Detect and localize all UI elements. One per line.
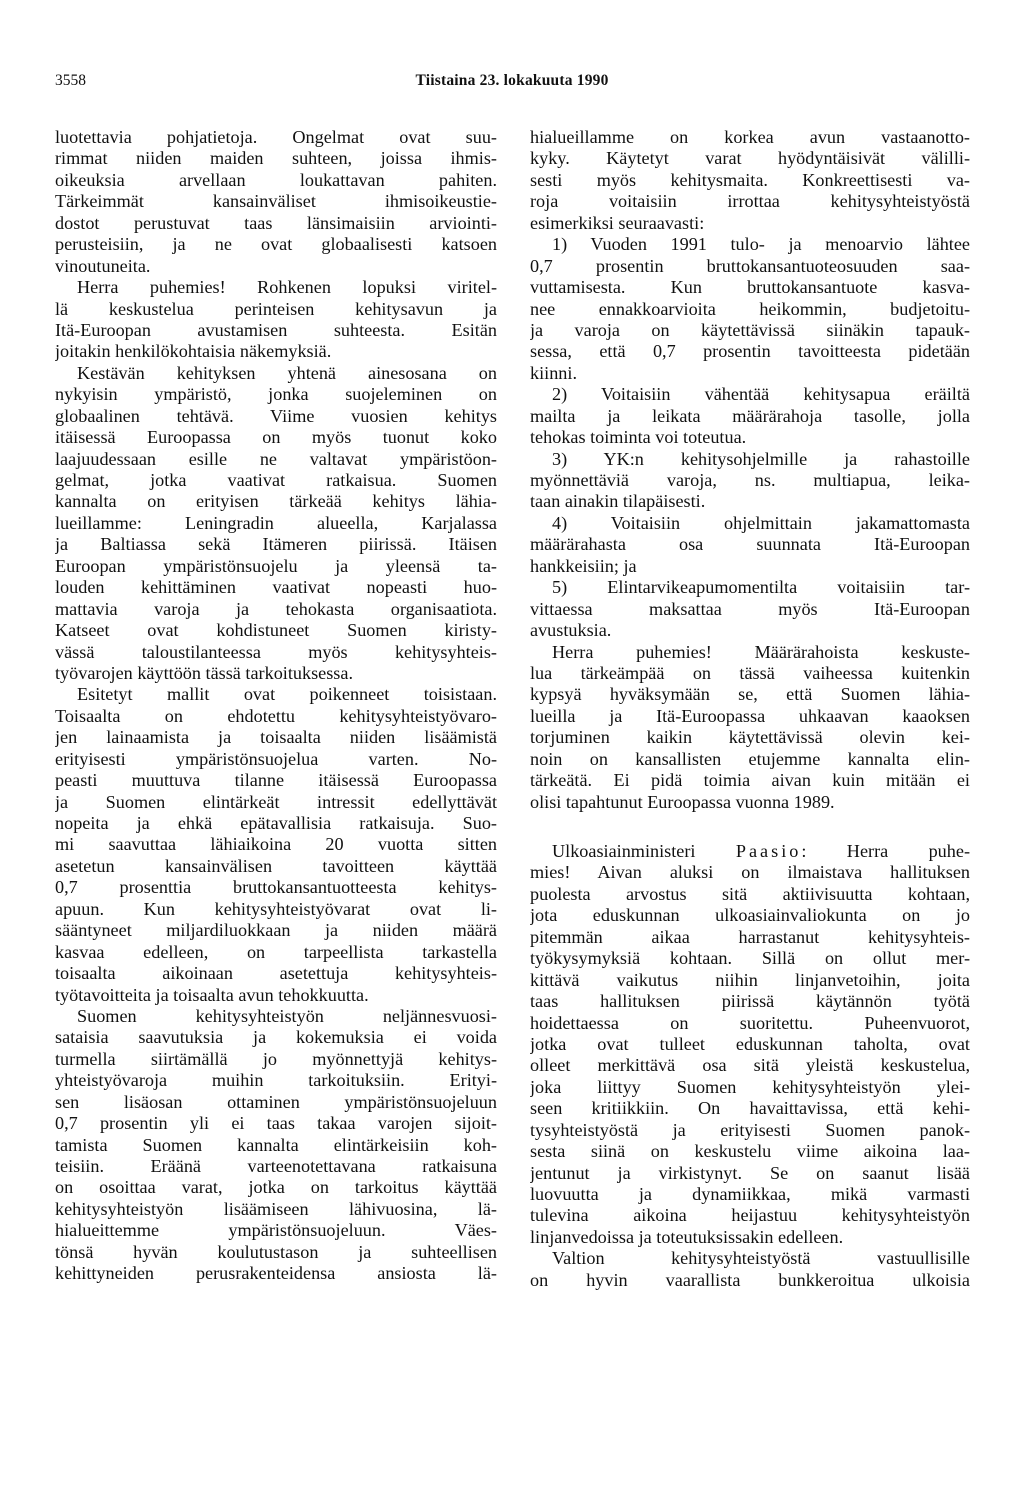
text-line: linjanvedoissa ja toteutuksissakin edelleen. <box>530 1226 844 1247</box>
text-line: luovuutta ja dynamiikkaa, mikä varmasti <box>530 1184 970 1204</box>
text-line: laajuudessaan esille ne valtavat ympäristöon- <box>55 448 497 469</box>
text-line: mi saavuttaa lähiaikoina 20 vuotta sitten <box>55 834 497 855</box>
text-line: 5) Elintarvikeapumomentilta voitaisiin tar- <box>552 577 970 598</box>
text-line: sesta siinä on keskustelu viime aikoina laa- <box>530 1141 970 1162</box>
page-header <box>55 72 969 96</box>
text-line: tehokas toiminta voi toteutua. <box>530 427 747 448</box>
text-line: oikeuksia arvellaan loukattavan pahiten. <box>55 169 497 190</box>
text-line: kannalta on erityisen tärkeää kehitys lähia- <box>55 491 497 512</box>
text-line: mattavia varoja ja tehokasta organisaatiota. <box>55 598 497 619</box>
text-line: 0,7 prosenttia bruttokansantuotteesta kehitys- <box>55 877 497 898</box>
text-line: Valtion kehitysyhteistyöstä vastuullisille <box>552 1248 970 1269</box>
text-line: joka liittyy Suomen kehitysyhteistyön ylei- <box>530 1076 970 1097</box>
text-line: tönsä hyvän koulutustason ja suhteellisen <box>55 1241 497 1262</box>
speaker-line <box>530 841 970 862</box>
text-line: 2) Voitaisiin vähentää kehitysapua eräiltä <box>552 384 970 405</box>
text-line: rimmat niiden maiden suhteen, joissa ihmis- <box>55 148 497 169</box>
text-line: erityisesti ympäristönsuojelua varten. No- <box>55 748 497 769</box>
text-line: nopeita ja ehkä epätavallisia ratkaisuja. Suo- <box>55 813 497 833</box>
text-line: tamista Suomen kannalta elintärkeisiin koh- <box>55 1134 497 1155</box>
text-line: ja Suomen elintärkeät intressit edellyttävät <box>55 791 497 812</box>
text-line: pitemmän aikaa harrastanut kehitysyhteis- <box>530 926 970 947</box>
text-line: turmella siirtämällä jo myönnettyjä kehitys- <box>55 1048 497 1069</box>
text-line: lua tärkeämpää on tässä vaiheessa kuitenkin <box>530 662 970 683</box>
text-line: jentunut ja virkistynyt. Se on saanut lisää <box>530 1162 970 1183</box>
text-line: joitakin henkilökohtaisia näkemyksiä. <box>55 341 332 362</box>
text-line: sen lisäosan ottaminen ympäristönsuojeluun <box>55 1091 497 1112</box>
text-line: sääntyneet miljardiluokkaan ja niiden määrä <box>55 920 497 941</box>
text-line: Herra puhemies! Rohkenen lopuksi viritel- <box>77 277 497 298</box>
text-line: luotettavia pohjatietoja. Ongelmat ovat suu- <box>55 127 497 147</box>
text-line: dostot perustuvat taas länsimaisiin arviointi- <box>55 212 497 233</box>
text-line: Toisaalta on ehdotettu kehitysyhteistyövaro- <box>55 705 497 726</box>
text-line: kehittyneiden perusrakenteidensa ansiosta lä- <box>55 1263 497 1284</box>
text-line: ja varoja on käytettävissä siinäkin tapauk- <box>530 319 970 340</box>
text-line: 3) YK:n kehitysohjelmille ja rahastoille <box>552 448 970 469</box>
text-line: vässä taloustilanteessa myös kehitysyhteis- <box>55 641 497 662</box>
right-column <box>530 127 970 1291</box>
text-line: vinoutuneita. <box>55 255 151 276</box>
text-line: myönnettäviä varoja, ns. multiapua, leika- <box>530 470 970 490</box>
text-line: Itä-Euroopan avustamisen suhteesta. Esitän <box>55 319 497 340</box>
speaker-opening: : Herra puhe- <box>801 841 970 861</box>
text-line: vittaessa maksattaa myös Itä-Euroopan <box>530 598 970 619</box>
text-line: määrärahasta osa suunnata Itä-Euroopan <box>530 534 970 555</box>
text-line: olisi tapahtunut Euroopassa vuonna 1989. <box>530 791 835 812</box>
text-line: hoidettaessa on suoritettu. Puheenvuorot, <box>530 1012 970 1033</box>
text-line: perusteisiin, ja ne ovat globaalisesti katsoen <box>55 234 497 255</box>
text-line: ja Baltiassa sekä Itämeren piirissä. Itäisen <box>55 534 497 555</box>
text-line: jota eduskunnan ulkoasiainvaliokunta on jo <box>530 905 970 926</box>
text-line: seen kritiikkiin. On havaittavissa, että kehi- <box>530 1098 970 1119</box>
text-line: kyky. Käytetyt varat hyödyntäisivät välilli- <box>530 148 970 169</box>
text-line: puolesta arvostus sitä aktiivisuutta kohtaan, <box>530 883 970 904</box>
text-line: apuun. Kun kehitysyhteistyövarat ovat li- <box>55 898 497 919</box>
text-line: Euroopan ympäristönsuojelu ja yleensä ta- <box>55 555 497 576</box>
text-line: esimerkiksi seuraavasti: <box>530 212 705 233</box>
text-line: mies! Aivan aluksi on ilmaistava hallituksen <box>530 862 970 883</box>
text-line: työtavoitteita ja toisaalta avun tehokkuutta. <box>55 984 369 1005</box>
text-line: nykyisin ympäristö, jonka suojeleminen on <box>55 384 497 405</box>
text-line: torjuminen kaikin käytettävissä olevin kei- <box>530 727 970 748</box>
text-line: työkysymyksiä kohtaan. Sillä on ollut mer- <box>530 948 970 969</box>
text-line: Esitetyt mallit ovat poikenneet toisistaan. <box>77 684 497 705</box>
text-line: Tärkeimmät kansainväliset ihmisoikeustie- <box>55 191 497 212</box>
text-line: lä keskustelua perinteisen kehitysavun ja <box>55 298 497 319</box>
text-line: gelmat, jotka vaativat ratkaisua. Suomen <box>55 470 497 490</box>
text-line: peasti muuttuva tilanne itäisessä Euroopassa <box>55 770 497 791</box>
text-line: sessa, että 0,7 prosentin tavoitteesta pidetään <box>530 341 970 362</box>
text-line: vuttamisesta. Kun bruttokansantuote kasva- <box>530 277 970 298</box>
text-line: teisiin. Eräänä varteenotettavana ratkaisuna <box>55 1156 497 1176</box>
text-line: Kestävän kehityksen yhtenä ainesosana on <box>77 362 497 383</box>
left-column <box>55 127 497 1285</box>
text-line: hankkeisiin; ja <box>530 555 637 576</box>
text-line: 4) Voitaisiin ohjelmittain jakamattomasta <box>552 512 970 533</box>
text-line: kehitysyhteistyön lisäämiseen lähivuosina, lä- <box>55 1198 497 1219</box>
text-line: 1) Vuoden 1991 tulo- ja menoarvio lähtee <box>552 234 970 255</box>
text-line: lueillamme: Leningradin alueella, Karjalassa <box>55 512 497 533</box>
text-line: taas hallituksen piirissä käytännön työtä <box>530 991 970 1012</box>
session-date: Tiistaina 23. lokakuuta 1990 <box>415 72 609 89</box>
page-number: 3558 <box>55 72 86 89</box>
text-line: on hyvin vaarallista bunkkeroitua ulkoisia <box>530 1269 970 1290</box>
section-gap <box>530 813 970 841</box>
text-line: avustuksia. <box>530 620 612 641</box>
text-line: 0,7 prosentin bruttokansantuoteosuuden saa- <box>530 255 970 276</box>
speaker-name: Paasio <box>735 841 802 861</box>
text-line: toisaalta aikoinaan asetettuja kehitysyhteis- <box>55 963 497 984</box>
text-line: työvarojen käyttöön tässä tarkoituksessa. <box>55 662 354 683</box>
text-line: jotka ovat tulleet eduskunnan taholta, ovat <box>530 1033 970 1054</box>
text-line: 0,7 prosentin yli ei taas takaa varojen sijoit- <box>55 1113 497 1134</box>
text-line: Suomen kehitysyhteistyön neljännesvuosi- <box>77 1005 497 1026</box>
text-line: Herra puhemies! Määrärahoista keskuste- <box>552 641 970 662</box>
text-line: nee ennakkoarvioita heikommin, budjetoitu- <box>530 298 970 319</box>
text-line: on osoittaa varat, jotka on tarkoitus käyttää <box>55 1177 497 1198</box>
text-line: itäisessä Euroopassa on myös tuonut koko <box>55 427 497 448</box>
text-line: roja voitaisiin irrottaa kehitysyhteistyöstä <box>530 191 970 212</box>
text-line: kypsyä hyväksymään se, että Suomen lähia- <box>530 684 970 705</box>
text-line: sesti myös kehitysmaita. Konkreettisesti va- <box>530 169 970 190</box>
text-line: kittävä vaikutus niihin linjanvetoihin, joita <box>530 969 970 990</box>
text-line: asetetun kansainvälisen tavoitteen käyttää <box>55 855 497 876</box>
text-line: taan ainakin tilapäisesti. <box>530 491 706 512</box>
text-line: hialueittemme ympäristönsuojeluun. Väes- <box>55 1220 497 1241</box>
text-line: kasvaa edelleen, on tarpeellista tarkastella <box>55 941 497 962</box>
text-line: yhteistyövaroja muihin tarkoituksiin. Erityi- <box>55 1070 497 1091</box>
text-line: tärkeätä. Ei pidä toimia aivan kuin mitään ei <box>530 770 970 791</box>
text-line: kiinni. <box>530 362 577 383</box>
speaker-title: Ulkoasiainministeri <box>552 841 696 861</box>
text-line: sataisia saavutuksia ja kokemuksia ei voida <box>55 1027 497 1048</box>
text-line: louden kehittäminen vaativat nopeasti huo- <box>55 577 497 598</box>
text-line: hialueillamme on korkea avun vastaanotto- <box>530 127 970 147</box>
text-line: mailta ja leikata määrärahoja tasolle, jolla <box>530 405 970 426</box>
text-line: globaalinen tehtävä. Viime vuosien kehitys <box>55 405 497 426</box>
text-line: lueilla ja Itä-Euroopassa uhkaavan kaaoksen <box>530 705 970 726</box>
text-line: tulevina aikoina heijastuu kehitysyhteistyön <box>530 1205 970 1226</box>
text-line: jen lainaamista ja toisaalta niiden lisäämistä <box>55 727 497 748</box>
text-line: olleet merkittävä osa sitä yleistä keskustelua, <box>530 1055 970 1076</box>
text-line: tysyhteistyöstä ja erityisesti Suomen panok- <box>530 1119 970 1140</box>
text-line: noin on kansallisten etujemme kannalta elin- <box>530 748 970 769</box>
text-line: Katseet ovat kohdistuneet Suomen kiristy- <box>55 620 497 641</box>
